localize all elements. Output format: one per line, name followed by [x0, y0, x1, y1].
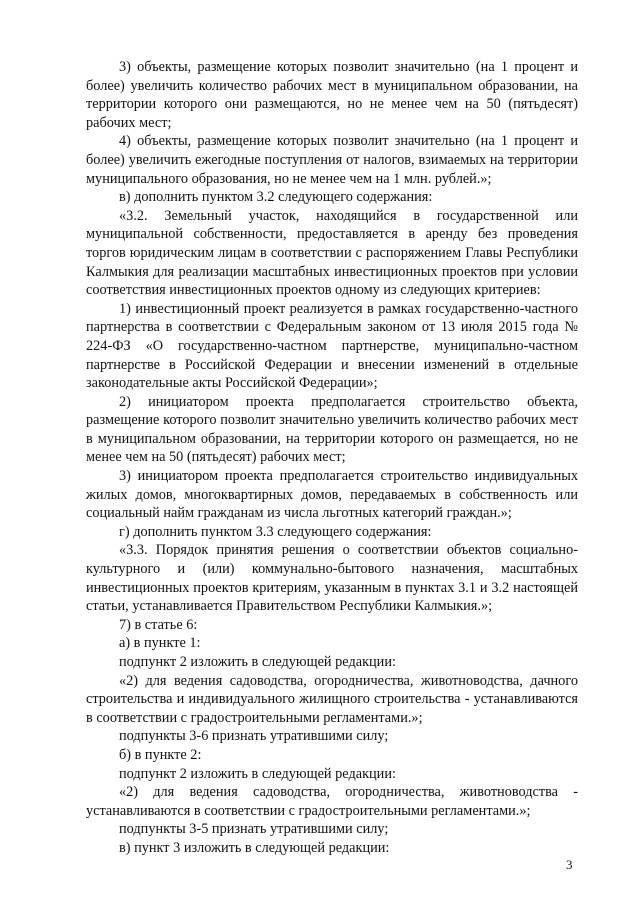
- document-body: [86, 58, 578, 858]
- paragraph-17: «2) для ведения садоводства, огородничества, животноводства - устанавливаются в соответствии с градостроительными регламентами.»;: [86, 784, 578, 819]
- paragraph-15: б) в пункте 2:: [119, 746, 202, 763]
- paragraph-2: 4) объекты, размещение которых позволит значительно (на 1 процент и более) увеличить ежегодные поступления от налогов, взимаемых на территории муниципального образования, но не менее чем на 1 млн. рублей.»;: [86, 133, 578, 187]
- paragraph-13: «2) для ведения садоводства, огородничества, животноводства, дачного строительства и индивидуального жилищного строительства - устанавливаются в соответствии с градостроительными регламентами.»;: [86, 672, 578, 726]
- paragraph-7: 3) инициатором проекта предполагается строительство индивидуальных жилых домов, многоквартирных домов, передаваемых в собственность или социальный найм гражданам из числа льготных категорий граждан.»;: [86, 468, 578, 522]
- paragraph-19: в) пункт 3 изложить в следующей редакции:: [119, 839, 390, 856]
- paragraph-5: 1) инвестиционный проект реализуется в рамках государственно-частного партнерства в соответствии с Федеральным законом от 13 июля 2015 года № 224-ФЗ «О государственно-частном партнерстве, муниципально-частном партнерстве в Российской Федерации и внесении изменений в отдельные законодательные акты Российской Федерации»;: [86, 300, 578, 392]
- paragraph-6: 2) инициатором проекта предполагается строительство объекта, размещение которого позволит значительно увеличить количество рабочих мест в муниципальном образовании, на территории которого он размещается, но не менее чем на 50 (пятьдесят) рабочих мест;: [86, 393, 578, 466]
- paragraph-8: г) дополнить пунктом 3.3 следующего содержания:: [119, 523, 432, 540]
- paragraph-12: подпункт 2 изложить в следующей редакции:: [119, 654, 396, 670]
- paragraph-16: подпункт 2 изложить в следующей редакции:: [119, 765, 396, 782]
- paragraph-18: подпункты 3-5 признать утратившими силу;: [119, 821, 389, 838]
- paragraph-3: в) дополнить пунктом 3.2 следующего содержания:: [119, 189, 433, 206]
- paragraph-11: а) в пункте 1:: [119, 635, 201, 652]
- paragraph-9: «3.3. Порядок принятия решения о соответствии объектов социально-культурного и (или) коммунально-бытового назначения, масштабных инвестиционных проектов критериям, указанным в пунктах 3.1 и 3.2 настоящей статьи, устанавливается Правительством Республики Калмыкия.»;: [86, 542, 578, 615]
- page-number: 3: [566, 857, 573, 872]
- paragraph-1: 3) объекты, размещение которых позволит значительно (на 1 процент и более) увеличить количество рабочих мест в муниципальном образовании, на территории которого они размещаются, но не менее чем на 50 (пятьдесят) рабочих мест;: [86, 59, 578, 131]
- paragraph-4: «3.2. Земельный участок, находящийся в государственной или муниципальной собственности, предоставляется в аренду без проведения торгов юридическим лицам в соответствии с распоряжением Главы Республики Калмыкия для реализации масштабных инвестиционных проектов при условии соответствия инвестиционных проектов одному из следующих критериев:: [86, 207, 578, 299]
- paragraph-10: 7) в статье 6:: [119, 616, 198, 633]
- paragraph-14: подпункты 3-6 признать утратившими силу;: [119, 728, 389, 745]
